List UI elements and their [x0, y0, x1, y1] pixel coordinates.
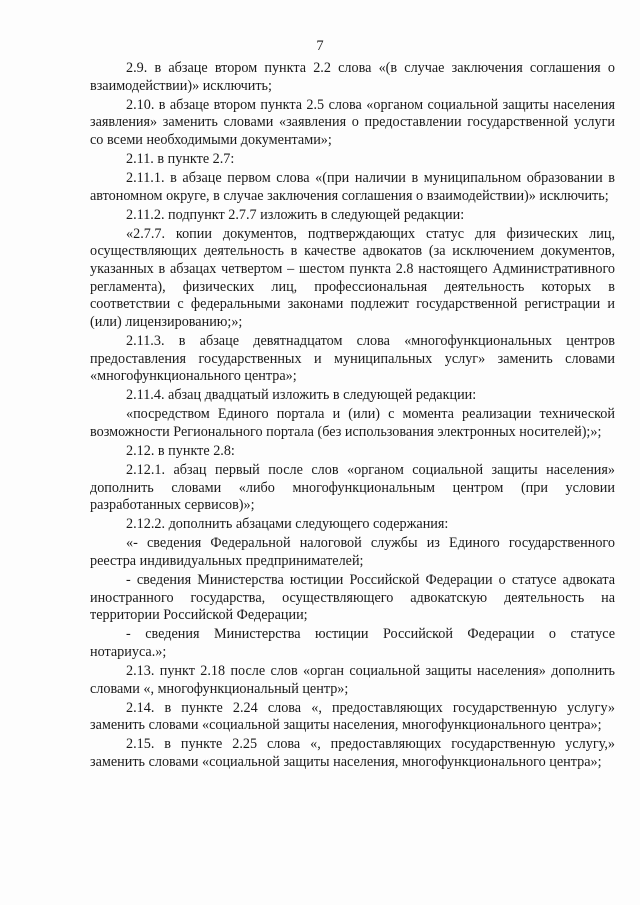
paragraph-2-12: 2.12. в пункте 2.8: — [126, 442, 235, 459]
paragraph-justice-advocate-item: - сведения Министерства юстиции Российской Федерации о статусе адвоката иностранного государства, осуществляющего адвокатскую деятельность на территории Российской Федерации; — [90, 572, 615, 624]
paragraph-2-9: 2.9. в абзаце втором пункта 2.2 слова «(в случае заключения соглашения о взаимодействии)» исключить; — [90, 60, 615, 94]
paragraph-2-11-2: 2.11.2. подпункт 2.7.7 изложить в следующей редакции: — [126, 206, 465, 223]
paragraph-2-7-7-quote: «2.7.7. копии документов, подтверждающих статус для физических лиц, осуществляющих деятельность в качестве адвокатов (за исключением документов, указанных в абзацах четвертом – шестом пункта 2.8 настоящего Административного регламента), физических лиц, профессиональная деятельность которых в соответствии с федеральными законами подлежит государственной регистрации и (или) лицензированию;»; — [90, 225, 615, 330]
paragraph-portal-quote: «посредством Единого портала и (или) с момента реализации технической возможности Регионального портала (без использования электронных носителей);»; — [90, 406, 615, 440]
paragraph-2-12-2: 2.12.2. дополнить абзацами следующего содержания: — [126, 516, 449, 533]
paragraph-2-11-3: 2.11.3. в абзаце девятнадцатом слова «многофункциональных центров предоставления государственных и муниципальных услуг» заменить словами «многофункционального центра»; — [90, 332, 615, 385]
paragraph-2-15: 2.15. в пункте 2.25 слова «, предоставляющих государственную услугу,» заменить словами «социальной защиты населения, многофункционального центра»; — [90, 736, 615, 771]
page-number: 7 — [316, 38, 324, 54]
paragraph-2-11-4: 2.11.4. абзац двадцатый изложить в следующей редакции: — [126, 387, 477, 404]
document-body — [90, 60, 615, 773]
paragraph-justice-notary-item: - сведения Министерства юстиции Российской Федерации о статусе нотариуса.»; — [90, 626, 615, 660]
paragraph-2-11-1: 2.11.1. в абзаце первом слова «(при наличии в муниципальном образовании в автономном округе, в случае заключения соглашения о взаимодействии)» исключить; — [90, 170, 615, 204]
paragraph-2-12-1: 2.12.1. абзац первый после слов «органом социальной защиты населения» дополнить словами «либо многофункциональным центром (при условии разработанных сервисов)»; — [90, 462, 615, 514]
paragraph-2-13: 2.13. пункт 2.18 после слов «орган социальной защиты населения» дополнить словами «, многофункциональный центр»; — [90, 663, 615, 697]
paragraph-2-10: 2.10. в абзаце втором пункта 2.5 слова «органом социальной защиты населения заявления» заменить словами «заявления о предоставлении государственной услуги со всеми необходимыми документами»; — [90, 96, 615, 148]
paragraph-tax-service-item: «- сведения Федеральной налоговой службы из Единого государственного реестра индивидуальных предпринимателей; — [90, 535, 615, 570]
paragraph-2-11: 2.11. в пункте 2.7: — [126, 150, 235, 167]
paragraph-2-14: 2.14. в пункте 2.24 слова «, предоставляющих государственную услугу» заменить словами «социальной защиты населения, многофункционального центра»; — [90, 699, 615, 734]
